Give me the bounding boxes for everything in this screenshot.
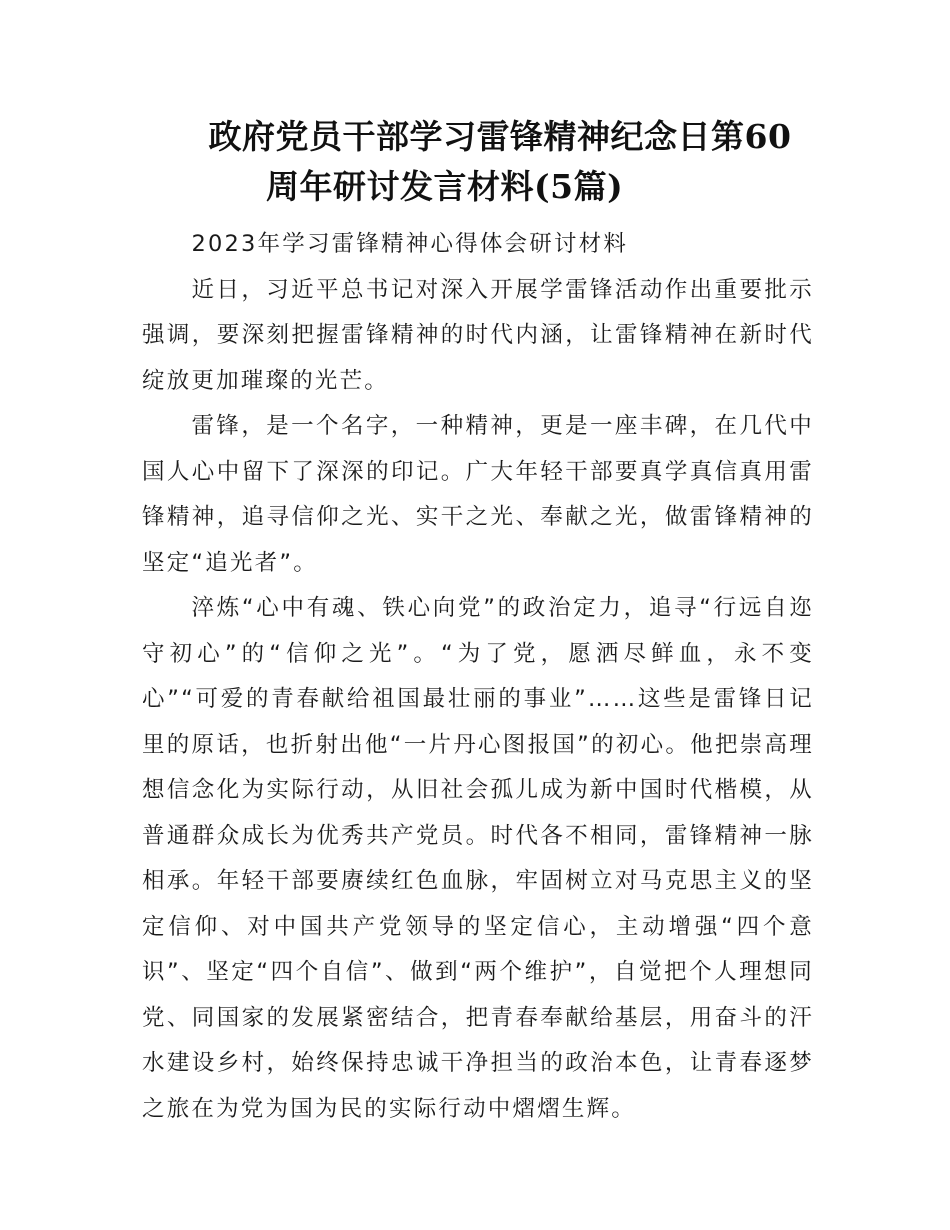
paragraph-1: 近日，习近平总书记对深入开展学雷锋活动作出重要批示强调，要深刻把握雷锋精神的时代内涵，让雷锋精神在新时代绽放更加璀璨的光芒。 [142,276,814,394]
title-line-1: 政府党员干部学习雷锋精神纪念日第60 [208,117,792,156]
paragraph-2: 雷锋，是一个名字，一种精神，更是一座丰碑，在几代中国人心中留下了深深的印记。广大年轻干部要真学真信真用雷锋精神，追寻信仰之光、实干之光、奉献之光，做雷锋精神的坚定“追光者”。 [142,413,814,576]
document-body [142,222,814,1132]
document-title [140,112,820,212]
title-line-2: 周年研讨发言材料(5篇) [266,167,624,206]
document-subtitle: 2023年学习雷锋精神心得体会研讨材料 [191,231,629,257]
paragraph-3: 淬炼“心中有魂、铁心向党”的政治定力，追寻“行远自迩守初心”的“信仰之光”。“为了党，愿洒尽鲜血，永不变心”“可爱的青春献给祖国最壮丽的事业”……这些是雷锋日记里的原话，也折射出他“一片丹心图报国”的初心。他把崇高理想信念化为实际行动，从旧社会孤儿成为新中国时代楷模，从普通群众成长为优秀共产党员。时代各不相同，雷锋精神一脉相承。年轻干部要赓续红色血脉，牢固树立对马克思主义的坚定信仰、对中国共产党领导的坚定信心，主动增强“四个意识”、坚定“四个自信”、做到“两个维护”，自觉把个人理想同党、同国家的发展紧密结合，把青春奉献给基层，用奋斗的汗水建设乡村，始终保持忠诚干净担当的政治本色，让青春逐梦之旅在为党为国为民的实际行动中熠熠生辉。 [142,595,814,1122]
